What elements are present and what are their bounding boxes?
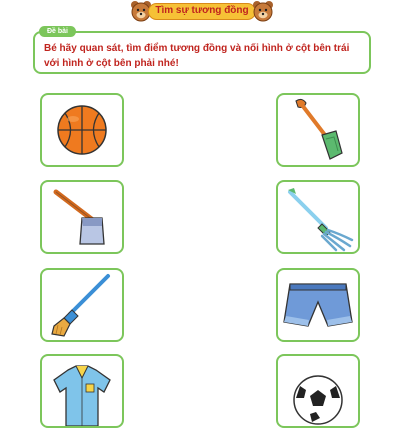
task-instruction: Bé hãy quan sát, tìm điểm tương đồng và nối hình ở cột bên trái với hình ở cột bên phải nhé! (44, 43, 350, 69)
page-title: Tìm sự tương đồng (148, 3, 256, 20)
card-left-2[interactable] (40, 180, 124, 254)
basketball-icon (42, 95, 122, 165)
shorts-icon (278, 270, 358, 340)
broom-icon (42, 270, 122, 340)
hoe-icon (42, 182, 122, 252)
shirt-icon (42, 356, 122, 426)
mop-icon (278, 182, 358, 252)
soccer-ball-icon (278, 356, 358, 426)
bear-icon (252, 0, 274, 22)
card-left-4[interactable] (40, 354, 124, 428)
card-left-1[interactable] (40, 93, 124, 167)
card-right-3[interactable] (276, 268, 360, 342)
task-tag: Đề bài (39, 26, 76, 37)
card-right-4[interactable] (276, 354, 360, 428)
shovel-icon (278, 95, 358, 165)
card-left-3[interactable] (40, 268, 124, 342)
card-right-1[interactable] (276, 93, 360, 167)
title-banner (128, 0, 276, 24)
card-right-2[interactable] (276, 180, 360, 254)
